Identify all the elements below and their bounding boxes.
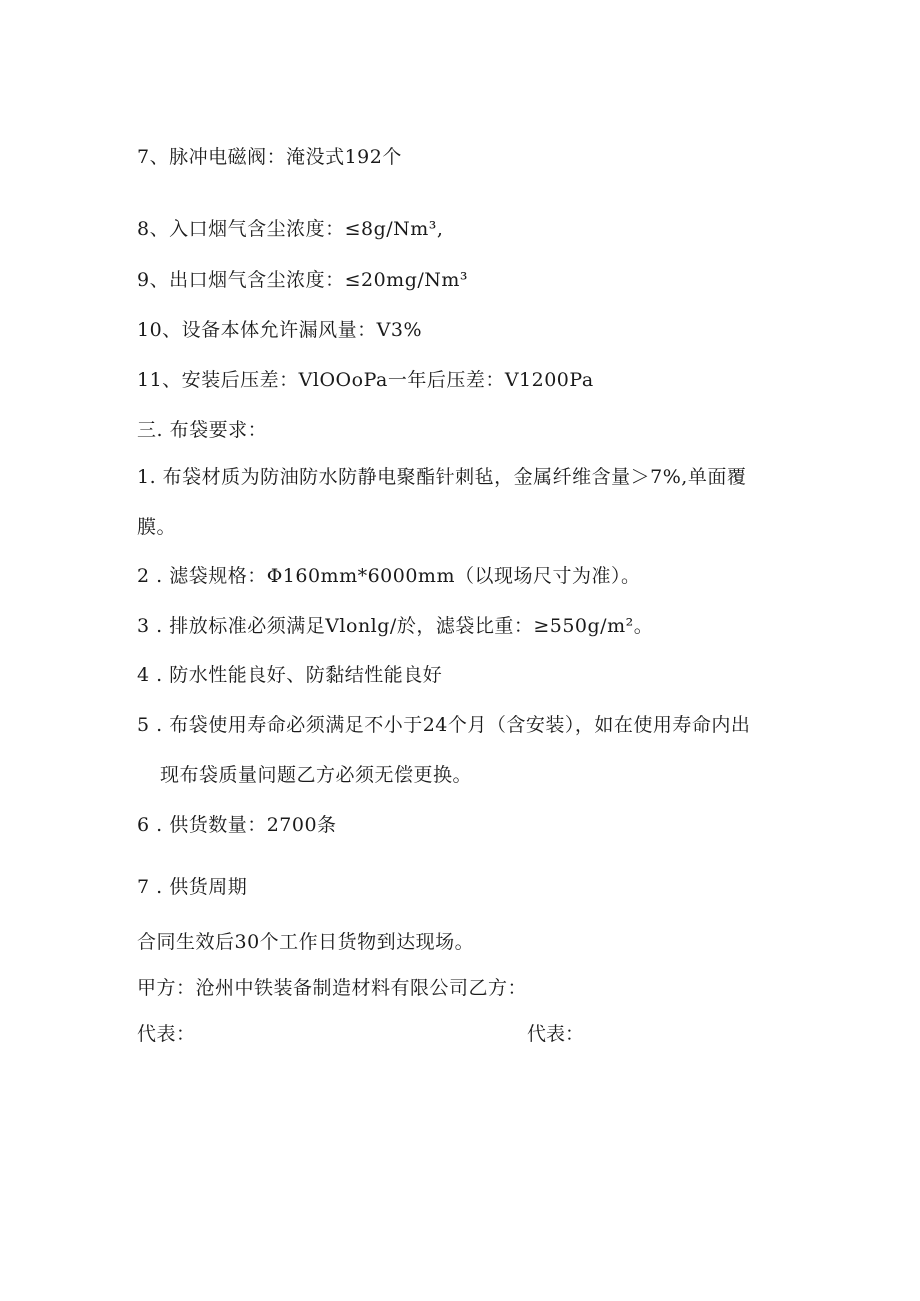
requirement-4: 4 . 防水性能良好、防黏结性能良好 [137, 664, 443, 686]
spec-line-10: 10、设备本体允许漏风量：V3% [137, 319, 423, 341]
section-title: 三. 布袋要求： [137, 419, 268, 441]
requirement-7: 7 . 供货周期 [137, 876, 248, 898]
requirement-6: 6 . 供货数量：2700条 [137, 814, 337, 836]
requirement-5: 5 . 布袋使用寿命必须满足不小于24个月（含安装），如在使用寿命内出 [137, 714, 751, 736]
requirement-1-continued: 膜。 [137, 516, 177, 538]
requirement-3: 3 . 排放标准必须满足Vlonlg/於，滤袋比重：≥550g/m²。 [137, 615, 654, 637]
spec-line-8: 8、入口烟气含尘浓度：≤8g/Nm³, [137, 218, 444, 240]
representative-right: 代表： [527, 1023, 585, 1045]
contract-parties: 甲方：沧州中铁装备制造材料有限公司乙方： [137, 977, 528, 999]
representative-left: 代表： [137, 1023, 196, 1045]
requirement-2: 2 . 滤袋规格：Φ160mm*6000mm（以现场尺寸为准）。 [137, 565, 641, 587]
spec-line-7: 7、脉冲电磁阀：淹没式192个 [137, 146, 402, 168]
spec-line-11: 11、安装后压差：VlOOoPa一年后压差：V1200Pa [137, 369, 594, 391]
requirement-1: 1. 布袋材质为防油防水防静电聚酯针刺毡，金属纤维含量＞7%,单面覆 [137, 466, 747, 488]
spec-line-9: 9、出口烟气含尘浓度：≤20mg/Nm³ [137, 269, 469, 291]
requirement-5-continued: 现布袋质量问题乙方必须无偿更换。 [160, 764, 473, 786]
delivery-note: 合同生效后30个工作日货物到达现场。 [137, 931, 475, 953]
